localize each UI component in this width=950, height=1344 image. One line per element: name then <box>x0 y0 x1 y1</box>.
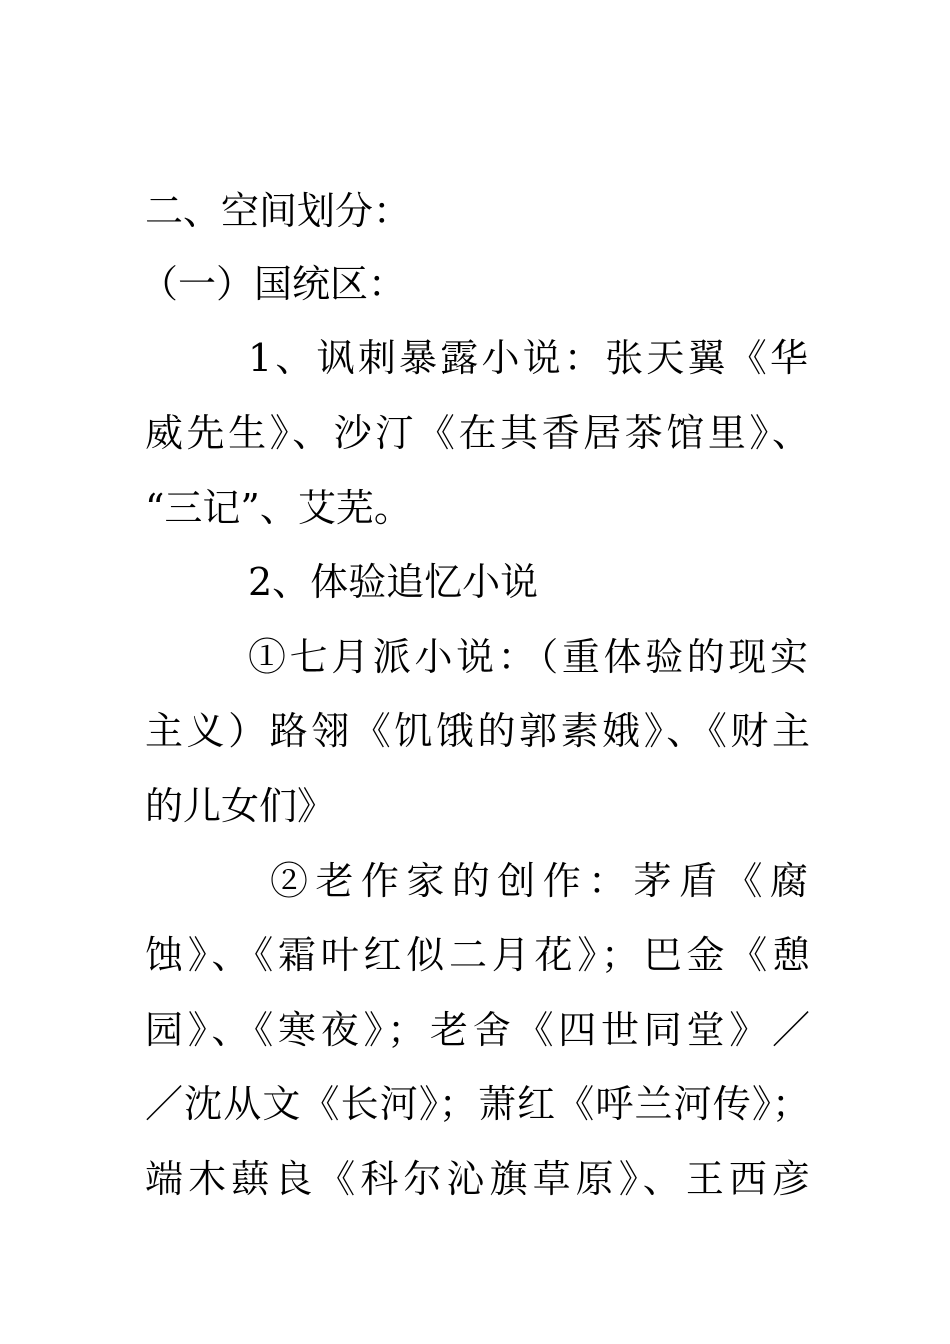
section-heading: 二、空间划分： <box>145 189 412 233</box>
paragraph-line: 1、讽刺暴露小说：张天翼《华 <box>248 336 808 380</box>
paragraph-line: 威先生》、沙汀《在其香居茶馆里》、 <box>145 411 810 455</box>
paragraph-line: 主义）路翎《饥饿的郭素娥》、《财主 <box>145 709 810 753</box>
paragraph-line: 端木蕻良《科尔沁旗草原》、王西彦 <box>145 1157 810 1201</box>
paragraph-line: “三记”、艾芜。 <box>145 486 412 530</box>
paragraph-line: 2、体验追忆小说 <box>248 560 539 604</box>
paragraph-line: ／沈从文《长河》；萧红《呼兰河传》； <box>145 1082 810 1126</box>
paragraph-line: ①七月派小说：（重体验的现实 <box>248 635 808 679</box>
paragraph-line: 的儿女们》 <box>145 784 336 828</box>
paragraph-line: ②老作家的创作：茅盾《腐 <box>270 859 808 903</box>
paragraph-line: 蚀》、《霜叶红似二月花》；巴金《憩 <box>145 933 810 977</box>
subsection-heading: （一）国统区： <box>140 262 407 306</box>
paragraph-line: 园》、《寒夜》；老舍《四世同堂》／ <box>145 1008 810 1052</box>
